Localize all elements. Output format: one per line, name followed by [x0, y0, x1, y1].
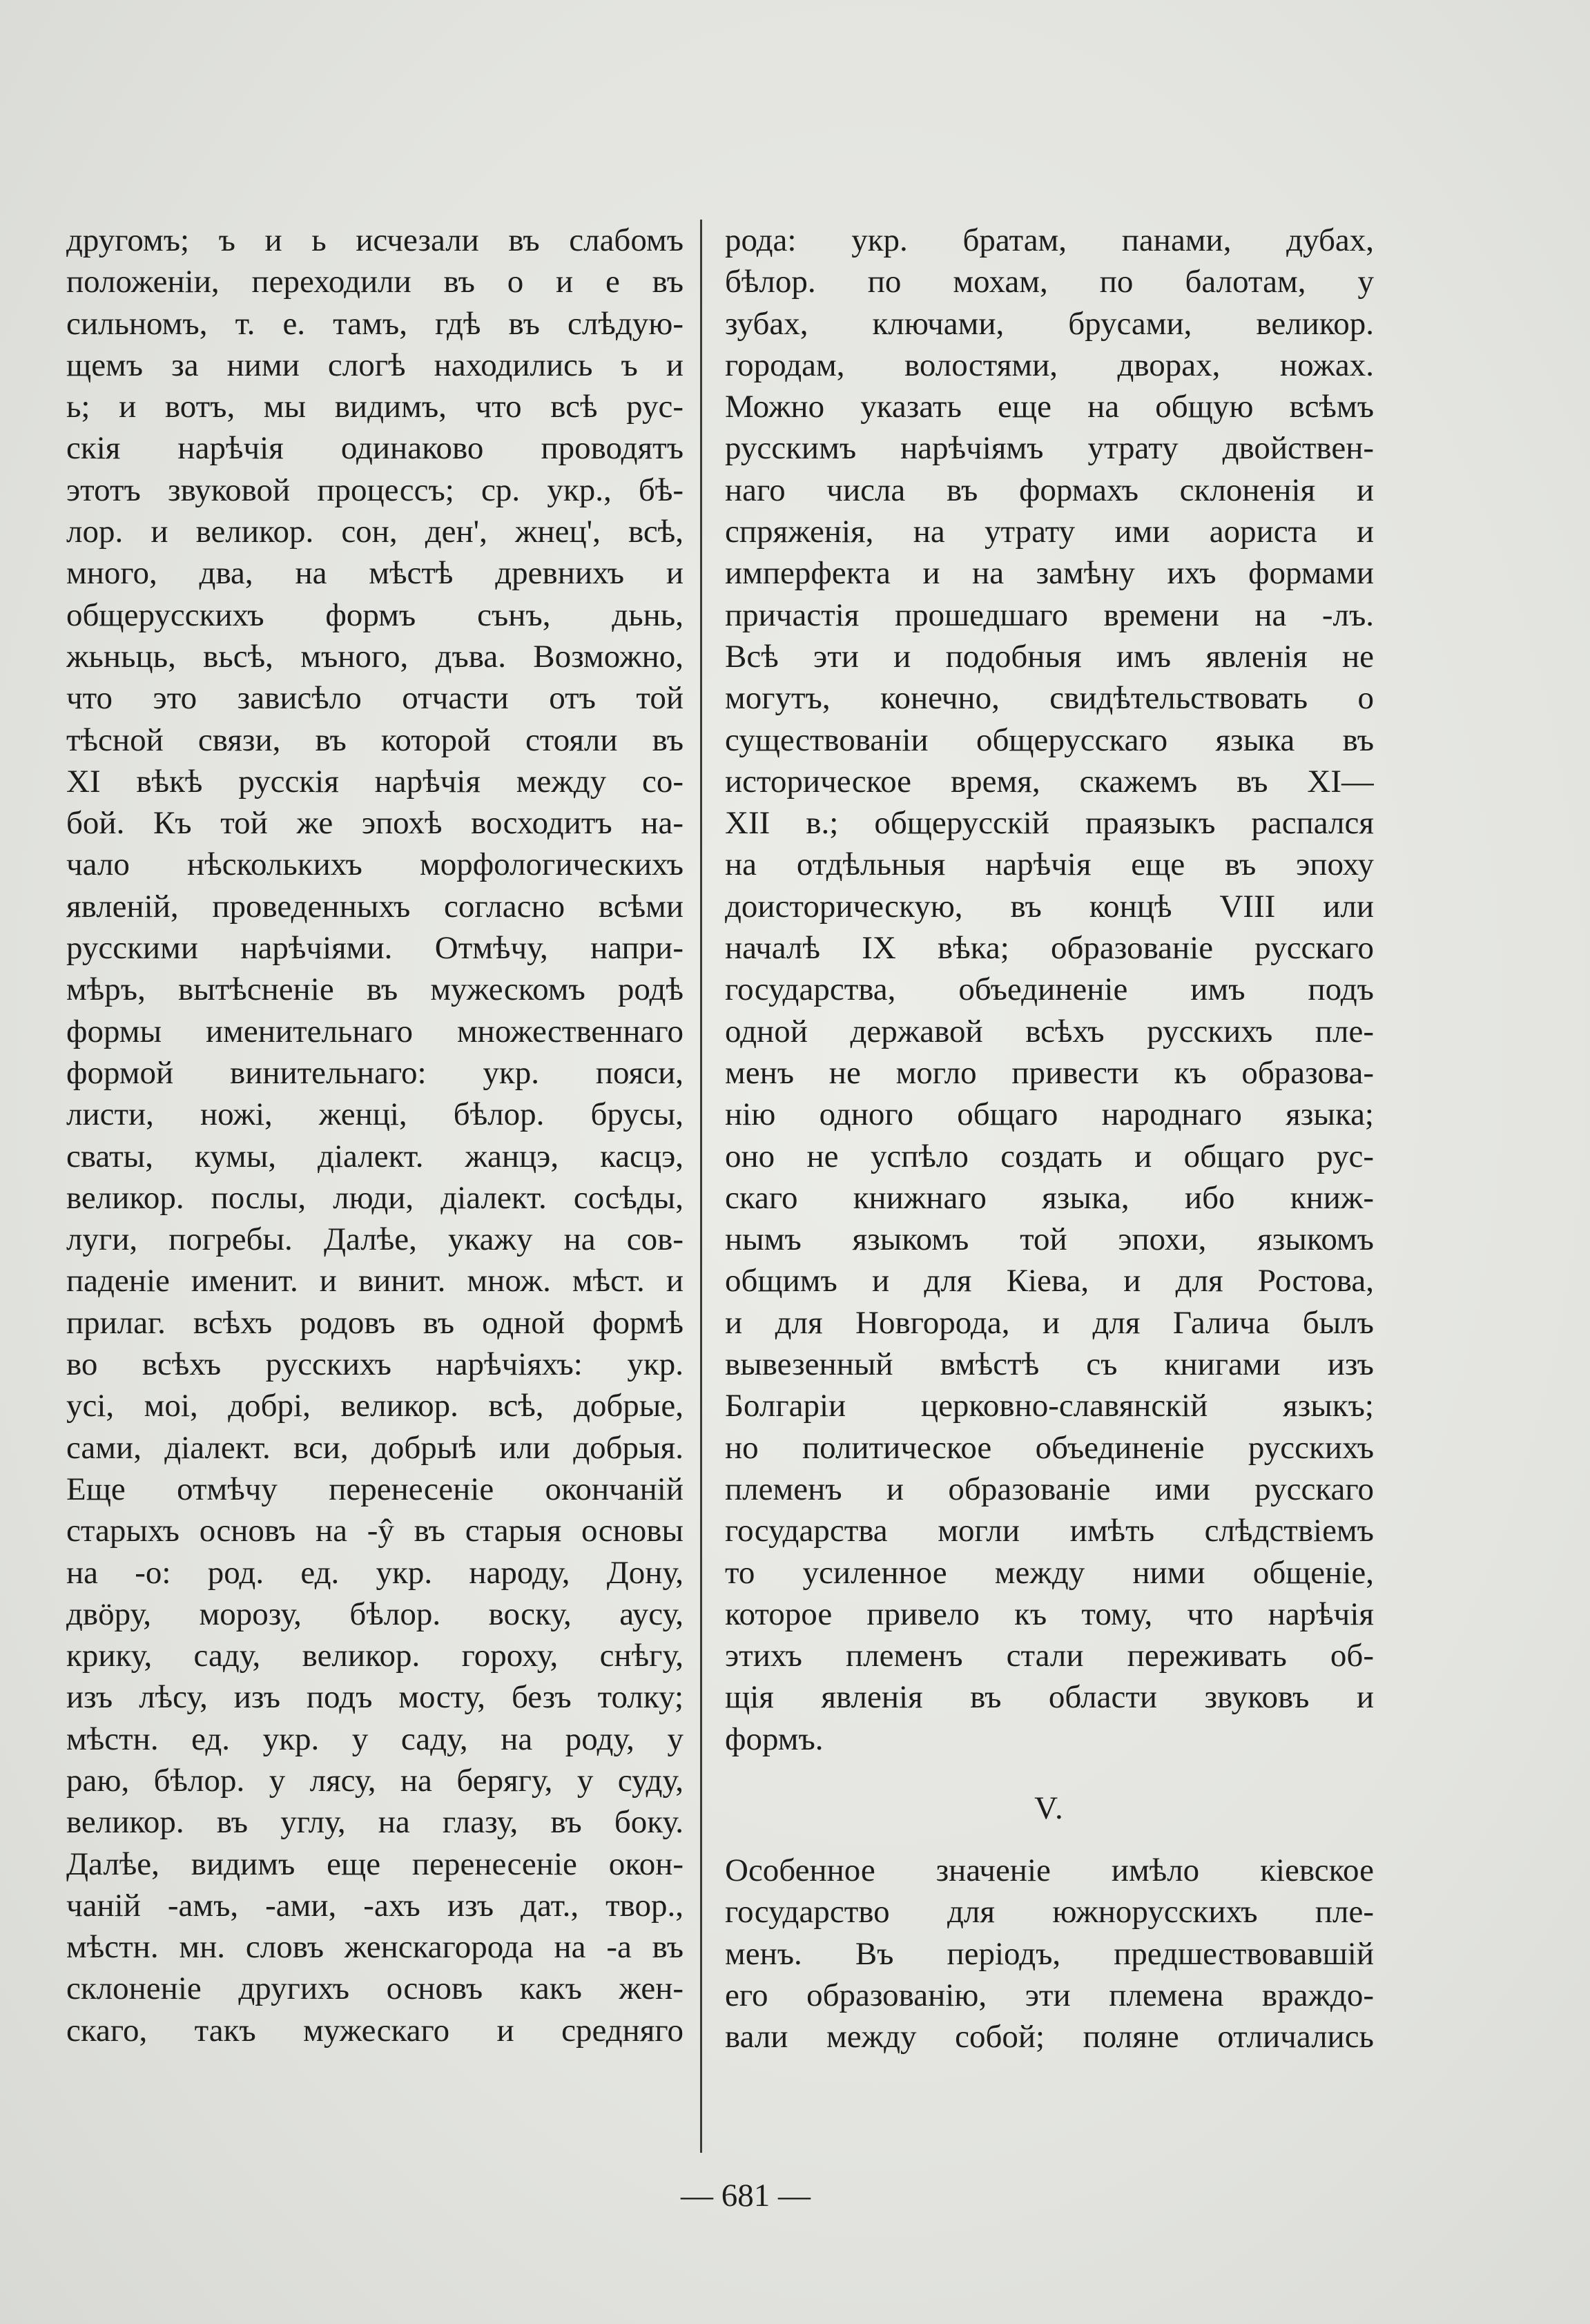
text-line: великор. въ углу, на глазу, въ боку. [66, 1804, 683, 1841]
text-line: мѣръ, вытѣсненiе въ мужескомъ родѣ [66, 971, 683, 1008]
text-line: положенiи, переходили въ о и е въ [66, 264, 683, 300]
text-line: но политическое объединенiе русскихъ [725, 1429, 1374, 1466]
text-line: сами, дiалект. вси, добрыѣ или добрыя. [66, 1429, 683, 1466]
text-line: Всѣ эти и подобныя имъ явленiя не [725, 638, 1374, 675]
text-line: то усиленное между ними общенiе, [725, 1554, 1374, 1591]
text-line: формой винительнаго: укр. пояси, [66, 1054, 683, 1091]
text-line: историческое время, скажемъ въ XI— [725, 763, 1374, 800]
text-line: этотъ звуковой процессъ; ср. укр., бѣ- [66, 472, 683, 508]
text-line: одной державой всѣхъ русскихъ пле- [725, 1013, 1374, 1049]
text-line: сваты, кумы, дiалект. жанцэ, касцэ, [66, 1138, 683, 1174]
text-line: много, два, на мѣстѣ древнихъ и [66, 555, 683, 592]
text-line: которое привело къ тому, что нарѣчiя [725, 1596, 1374, 1632]
text-line: формы именительнаго множественнаго [66, 1013, 683, 1049]
text-line: что это зависѣло отчасти отъ той [66, 680, 683, 717]
text-line: государства могли имѣть слѣдствiемъ [725, 1513, 1374, 1549]
text-line: мѣстн. мн. словъ женскагорода на -а въ [66, 1929, 683, 1966]
text-line: старыхъ основъ на -ŷ въ старыя основы [66, 1513, 683, 1549]
text-line: изъ лѣсу, изъ подъ мосту, безъ толку; [66, 1679, 683, 1716]
text-line: нымъ языкомъ той эпохи, языкомъ [725, 1221, 1374, 1258]
text-line: явленiй, проведенныхъ согласно всѣми [66, 888, 683, 924]
text-line: луги, погребы. Далѣе, укажу на сов- [66, 1221, 683, 1258]
right-column-top-text [725, 220, 1374, 1760]
text-line: на -о: род. ед. укр. народу, Дону, [66, 1554, 683, 1591]
text-line: общерусскихъ формъ сънъ, дьнь, [66, 597, 683, 633]
text-line: скiя нарѣчiя одинаково проводятъ [66, 430, 683, 467]
text-line: XI вѣкѣ русскiя нарѣчiя между со- [66, 763, 683, 800]
text-line: щемъ за ними слогѣ находились ъ и [66, 347, 683, 383]
text-line: жьньць, вьсѣ, мъного, дъва. Возможно, [66, 638, 683, 675]
text-line: спряженiя, на утрату ими аориста и [725, 514, 1374, 550]
text-line: другомъ; ъ и ь исчезали въ слабомъ [66, 222, 683, 258]
text-line: ь; и вотъ, мы видимъ, что всѣ рус- [66, 389, 683, 425]
text-line: скаго, такъ мужескаго и средняго [66, 2012, 683, 2049]
text-line: и для Новгорода, и для Галича былъ [725, 1304, 1374, 1341]
text-line: прилаг. всѣхъ родовъ въ одной формѣ [66, 1304, 683, 1341]
text-line: началѣ IX вѣка; образованiе русскаго [725, 930, 1374, 967]
text-line: крику, саду, великор. гороху, снѣгу, [66, 1638, 683, 1674]
text-line: Болгарiи церковно-славянскiй языкъ; [725, 1388, 1374, 1424]
text-line: раю, бѣлор. у лясу, на берягу, у суду, [66, 1762, 683, 1799]
text-line: нiю одного общаго народнаго языка; [725, 1096, 1374, 1133]
text-line: существованiи общерусскаго языка въ [725, 722, 1374, 758]
text-line: формъ. [725, 1721, 824, 1757]
text-line: могутъ, конечно, свидѣтельствовать о [725, 680, 1374, 717]
text-line: скаго книжнаго языка, ибо книж- [725, 1179, 1374, 1216]
text-line: XII в.; общерусскiй праязыкъ распался [725, 805, 1374, 842]
text-line: тѣсной связи, въ которой стояли въ [66, 722, 683, 758]
text-line: Особенное значенiе имѣло кiевское [725, 1852, 1374, 1888]
text-line: усi, моi, добрi, великор. всѣ, добрые, [66, 1388, 683, 1424]
text-line: городам, волостями, дворах, ножах. [725, 347, 1374, 383]
text-line: племенъ и образованiе ими русскаго [725, 1471, 1374, 1507]
section-heading: V. [1034, 1790, 1065, 1826]
text-line: доисторическую, въ концѣ VIII или [725, 888, 1374, 924]
text-line: оно не успѣло создать и общаго рус- [725, 1138, 1374, 1174]
text-line: его образованiю, эти племена враждо- [725, 1977, 1374, 2013]
text-line: бой. Къ той же эпохѣ восходитъ на- [66, 805, 683, 842]
text-line: причастiя прошедшаго времени на -лъ. [725, 597, 1374, 633]
text-line: Можно указать еще на общую всѣмъ [725, 389, 1374, 425]
column-divider [700, 220, 702, 2153]
text-line: чало нѣсколькихъ морфологическихъ [66, 846, 683, 883]
text-line: мѣстн. ед. укр. у саду, на роду, у [66, 1721, 683, 1757]
text-line: русскимъ нарѣчiямъ утрату двойствен- [725, 430, 1374, 467]
text-line: этихъ племенъ стали переживать об- [725, 1638, 1374, 1674]
text-line: сильномъ, т. е. тамъ, гдѣ въ слѣдую- [66, 305, 683, 342]
text-line: государства, объединенiе имъ подъ [725, 971, 1374, 1008]
text-line: общимъ и для Кiева, и для Ростова, [725, 1263, 1374, 1299]
text-line: лор. и великор. сон, ден', жнец', всѣ, [66, 514, 683, 550]
text-line: паденiе именит. и винит. множ. мѣст. и [66, 1263, 683, 1299]
text-line: вали между собой; поляне отличались [725, 2019, 1374, 2055]
text-line: великор. послы, люди, дiалект. сосѣды, [66, 1179, 683, 1216]
text-line: на отдѣльныя нарѣчiя еще въ эпоху [725, 846, 1374, 883]
text-line: русскими нарѣчiями. Отмѣчу, напри- [66, 930, 683, 967]
text-line: рода: укр. братам, панами, дубах, [725, 222, 1374, 258]
page-number: — 681 — [681, 2178, 811, 2214]
text-line: Еще отмѣчу перенесенiе окончанiй [66, 1471, 683, 1507]
text-line: имперфекта и на замѣну ихъ формами [725, 555, 1374, 592]
text-line: государство для южнорусскихъ пле- [725, 1894, 1374, 1930]
text-line: бѣлор. по мохам, по балотам, у [725, 264, 1374, 300]
right-column [725, 220, 1374, 2057]
text-line: вывезенный вмѣстѣ съ книгами изъ [725, 1346, 1374, 1383]
text-line: наго числа въ формахъ склоненiя и [725, 472, 1374, 508]
text-line: склоненiе другихъ основъ какъ жен- [66, 1970, 683, 2007]
text-line: менъ не могло привести къ образова- [725, 1054, 1374, 1091]
text-line: во всѣхъ русскихъ нарѣчiяхъ: укр. [66, 1346, 683, 1383]
text-line: чанiй -амъ, -ами, -ахъ изъ дат., твор., [66, 1887, 683, 1924]
right-column-bottom-text [725, 1850, 1374, 2057]
text-line: листи, ножi, женцi, бѣлор. брусы, [66, 1096, 683, 1133]
text-line: Далѣе, видимъ еще перенесенiе окон- [66, 1846, 683, 1882]
left-column [66, 220, 683, 2051]
text-line: зубах, ключами, брусами, великор. [725, 305, 1374, 342]
text-line: щiя явленiя въ области звуковъ и [725, 1679, 1374, 1716]
text-line: двöру, морозу, бѣлор. воску, аусу, [66, 1596, 683, 1632]
text-line: менъ. Въ перiодъ, предшествовавшiй [725, 1935, 1374, 1972]
